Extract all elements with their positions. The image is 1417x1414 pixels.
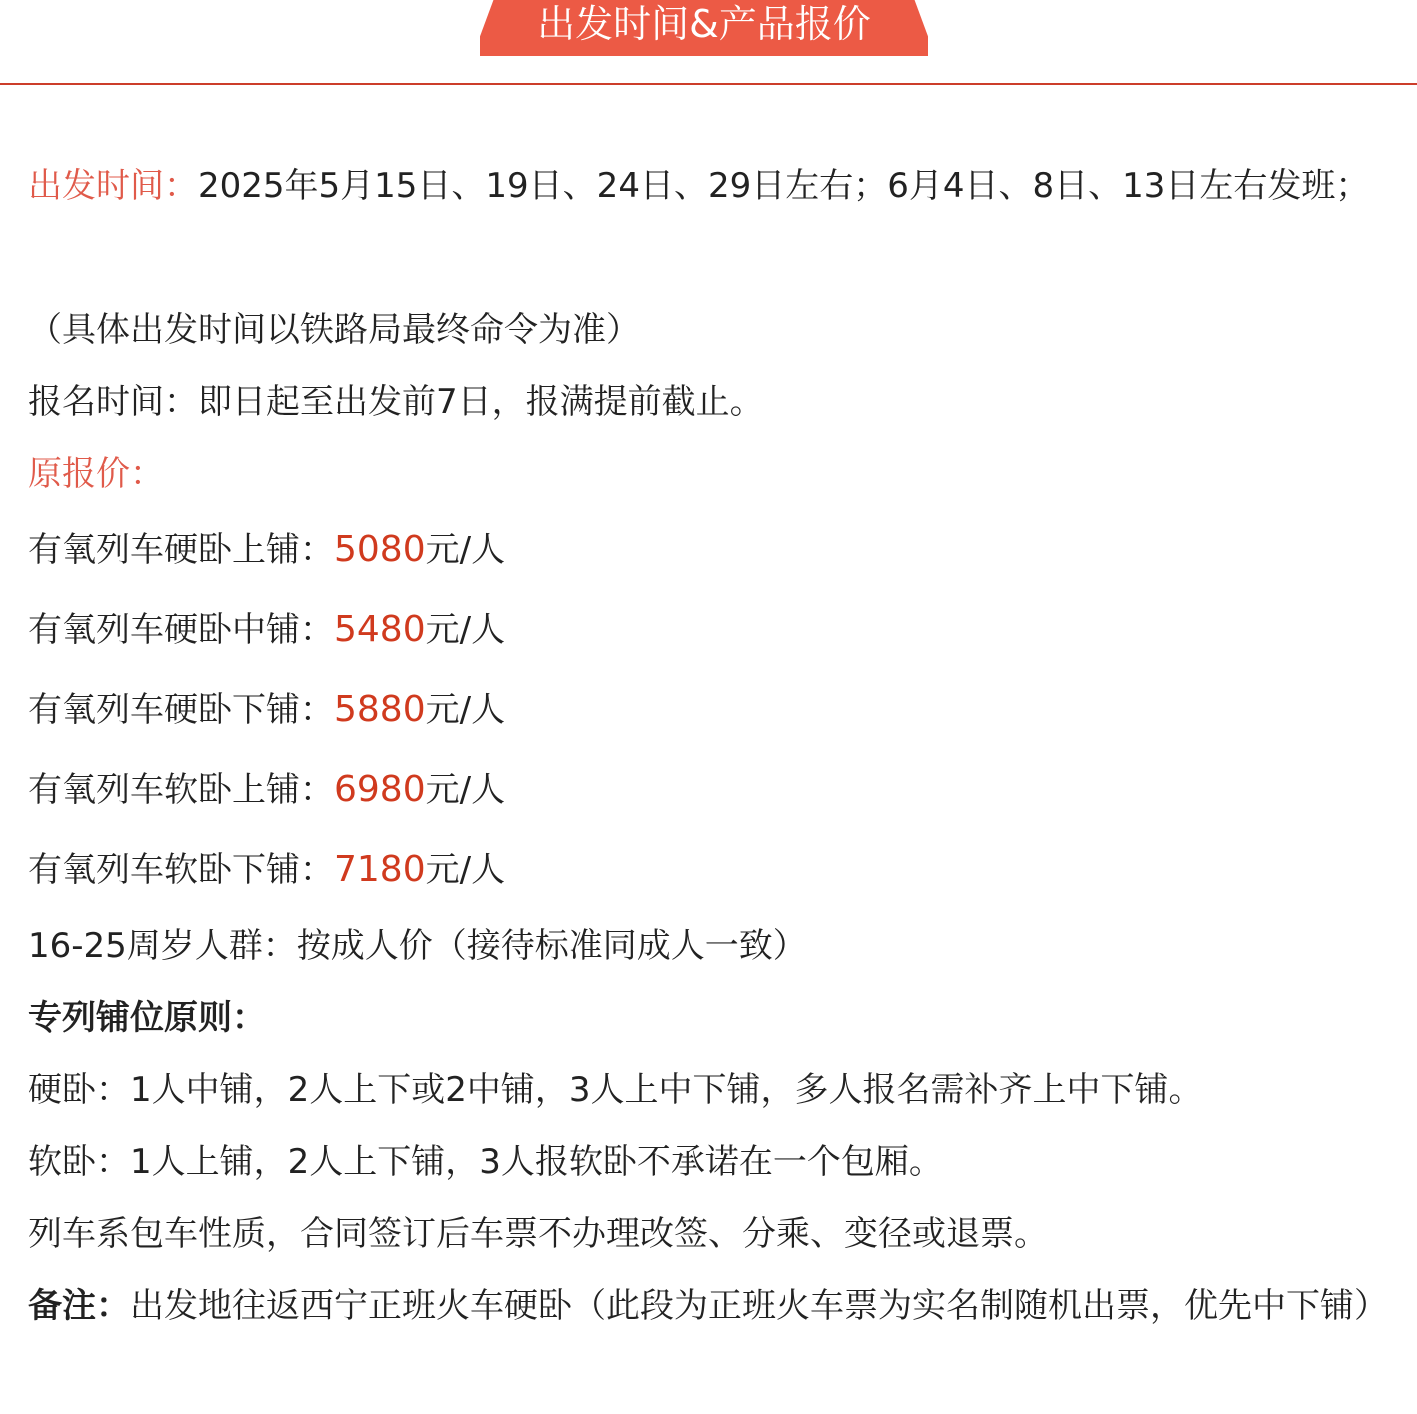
price-amount: 7180 — [334, 849, 426, 890]
departure-line — [28, 150, 1393, 294]
content-body — [28, 150, 1393, 1414]
berth-rules-title: 专列铺位原则： — [28, 998, 266, 1038]
price-amount: 5080 — [334, 529, 426, 570]
price-unit: 元/人 — [425, 690, 506, 730]
remark-label: 备注： — [28, 1286, 130, 1326]
price-unit: 元/人 — [425, 770, 506, 810]
hard-sleeper-rule: 硬卧：1人中铺，2人上下或2中铺，3人上中下铺，多人报名需补齐上中下铺。 — [28, 1070, 1203, 1110]
price-row — [28, 510, 1393, 590]
remark-line — [28, 1270, 1393, 1414]
section-title: 出发时间&产品报价 — [537, 2, 871, 46]
price-label: 有氧列车硬卧下铺： — [28, 690, 334, 730]
charter-note: 列车系包车性质，合同签订后车票不办理改签、分乘、变径或退票。 — [28, 1214, 1048, 1254]
original-price-label: 原报价： — [28, 454, 164, 494]
price-label: 有氧列车硬卧上铺： — [28, 530, 334, 570]
departure-note: （具体出发时间以铁路局最终命令为准） — [28, 310, 640, 350]
price-unit: 元/人 — [425, 530, 506, 570]
soft-sleeper-rule: 软卧：1人上铺，2人上下铺，3人报软卧不承诺在一个包厢。 — [28, 1142, 943, 1182]
price-amount: 5480 — [334, 609, 426, 650]
departure-label: 出发时间： — [28, 166, 198, 206]
youth-pricing: 16-25周岁人群：按成人价（接待标准同成人一致） — [28, 926, 807, 966]
price-amount: 6980 — [334, 769, 426, 810]
price-label: 有氧列车硬卧中铺： — [28, 610, 334, 650]
price-row — [28, 590, 1393, 670]
price-row — [28, 670, 1393, 750]
price-amount: 5880 — [334, 689, 426, 730]
signup-time: 报名时间：即日起至出发前7日，报满提前截止。 — [28, 382, 764, 422]
price-row — [28, 750, 1393, 830]
remark-text: 出发地往返西宁正班火车硬卧（此段为正班火车票为实名制随机出票，优先中下铺） — [130, 1286, 1388, 1326]
header-divider — [0, 83, 1417, 85]
price-unit: 元/人 — [425, 610, 506, 650]
price-unit: 元/人 — [425, 850, 506, 890]
departure-text: 2025年5月15日、19日、24日、29日左右；6月4日、8日、13日左右发班； — [198, 166, 1370, 206]
price-label: 有氧列车软卧上铺： — [28, 770, 334, 810]
price-label: 有氧列车软卧下铺： — [28, 850, 334, 890]
price-row — [28, 830, 1393, 910]
